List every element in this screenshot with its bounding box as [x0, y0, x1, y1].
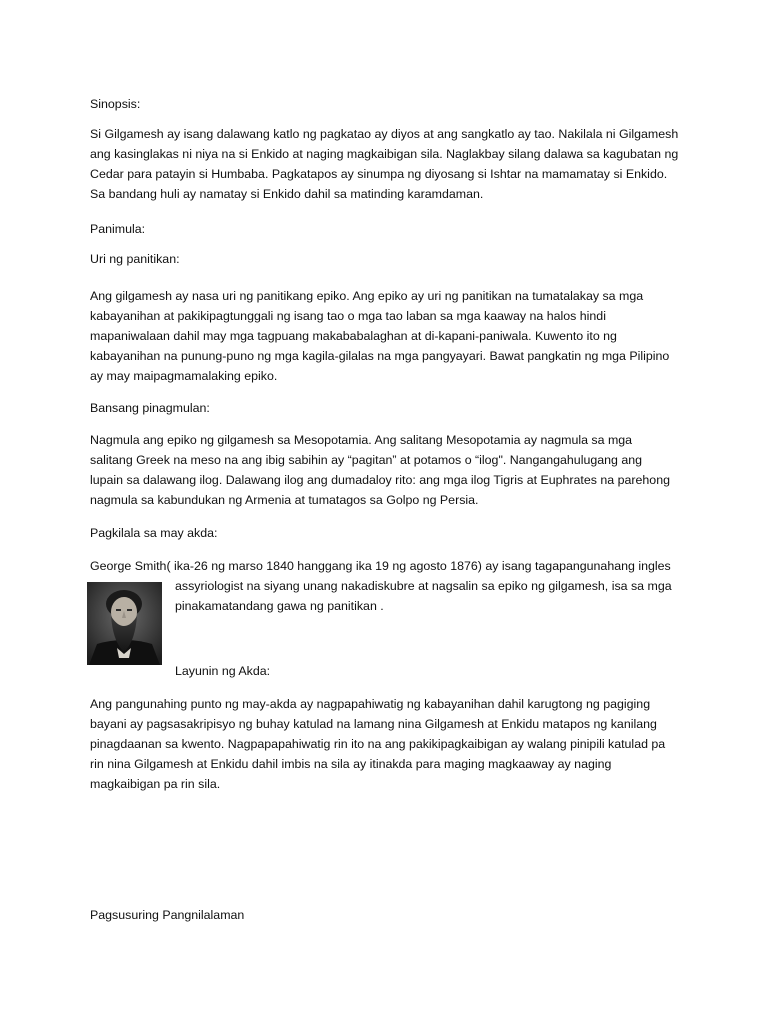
text-line: kabayanihan na punung-puno ng mga kagila-gilalas na mga pangyayari. Bawat pangkatin ng mga Pilipino: [90, 349, 670, 363]
heading-uri: Uri ng panitikan:: [90, 252, 180, 266]
text-line: Si Gilgamesh ay isang dalawang katlo ng pagkatao ay diyos at ang sangkatlo ay tao. Nakilala ni Gilgamesh: [90, 127, 679, 141]
paragraph-bansa: [90, 430, 690, 510]
heading-pagsusuri: Pagsusuring Pangnilalaman: [90, 908, 245, 922]
text-line: Sa bandang huli ay namatay si Enkido dahil sa matinding karamdaman.: [90, 187, 484, 201]
text-line: magkaibigan pa rin sila.: [90, 777, 221, 791]
heading-pagkilala: Pagkilala sa may akda:: [90, 526, 218, 540]
text-line: rin nina Gilgamesh at Enkidu dahil imbis na sila ay itinakda para maging magkaaway ay naging: [90, 757, 612, 771]
text-line: pinagdaanan sa kwento. Nagpapapahiwatig rin ito na ang pakikipagkaibigan ay walang pinipili katulad pa: [90, 737, 666, 751]
heading-bansa: Bansang pinagmulan:: [90, 401, 210, 415]
text-line: Nagmula ang epiko ng gilgamesh sa Mesopotamia. Ang salitang Mesopotamia ay nagmula sa mga: [90, 433, 633, 447]
paragraph-layunin: [90, 694, 690, 794]
text-line: Ang pangunahing punto ng may-akda ay nagpapahiwatig ng kabayanihan dahil karugtong ng pagiging: [90, 697, 651, 711]
heading-panimula: Panimula:: [90, 222, 146, 236]
portrait-image: [87, 582, 162, 665]
text-line: Ang gilgamesh ay nasa uri ng panitikang epiko. Ang epiko ay uri ng panitikan na tumatalakay sa mga: [90, 289, 644, 303]
author-intro-line: George Smith( ika-26 ng marso 1840 hanggang ika 19 ng agosto 1876) ay isang tagapangunahang ingles: [90, 559, 671, 573]
author-paragraph-indented: [175, 576, 695, 616]
text-line: Cedar para patayin si Humbaba. Pagkatapos ay sinumpa ng diyosang si Ishtar na mamamatay si Enkido.: [90, 167, 668, 181]
heading-sinopsis: Sinopsis:: [90, 97, 141, 111]
text-line: lupain sa dalawang ilog. Dalawang ilog ang dumadaloy rito: ang mga ilog Tigris at Euphrates na parehong: [90, 473, 670, 487]
text-line: kabayanihan at pakikipagtunggali ng isang tao o mga tao laban sa mga kaaway na halos hindi: [90, 309, 606, 323]
text-line: mapaniwalaan dahil may mga tagpuang makababalaghan at di-kapani-paniwala. Kuwento ito ng: [90, 329, 617, 343]
heading-layunin: Layunin ng Akda:: [175, 664, 271, 678]
text-line: nagmula sa kabundukan ng Armenia at tumatagos sa Golpo ng Persia.: [90, 493, 479, 507]
text-line: ang kasinglakas ni niya na si Enkido at naging magkaibigan sila. Naglakbay silang dalawa sa kagubatan ng: [90, 147, 679, 161]
author-portrait-photo: [87, 582, 162, 665]
text-line: ay may maipagmamalaking epiko.: [90, 369, 278, 383]
text-line: bayani ay pagsasakripisyo ng buhay katulad na lamang nina Gilgamesh at Enkidu matapos ng kanilang: [90, 717, 657, 731]
text-line: assyriologist na siyang unang nakadiskubre at nagsalin sa epiko ng gilgamesh, isa sa mga: [175, 579, 672, 593]
paragraph-sinopsis: [90, 124, 690, 204]
text-line: salitang Greek na meso na ang ibig sabihin ay “pagitan” at potamos o “ilog". Nangangahulugang ang: [90, 453, 643, 467]
text-line: pinakamatandang gawa ng panitikan .: [175, 599, 384, 613]
paragraph-uri: [90, 286, 690, 386]
